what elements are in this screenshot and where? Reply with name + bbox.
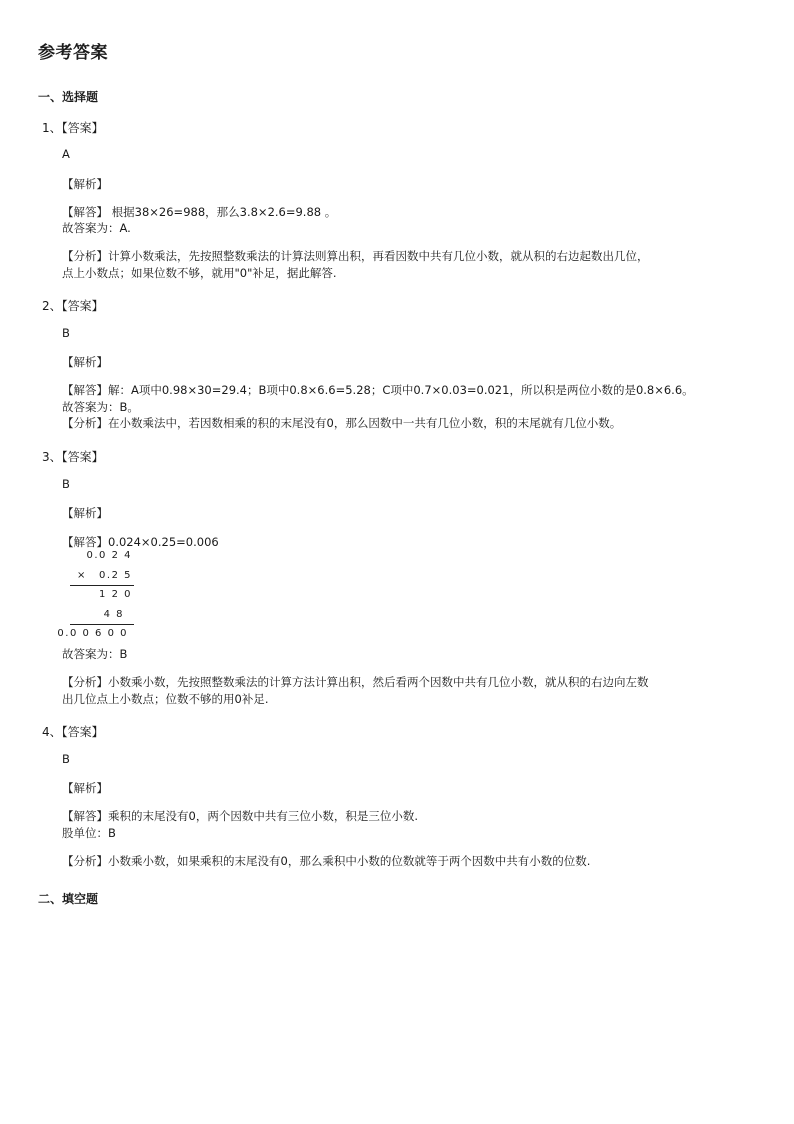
question-1-conclusion: 故答案为：A. (62, 221, 131, 235)
question-2-conclusion: 故答案为：B。 (62, 400, 139, 414)
answer-tag: 【答案】 (61, 299, 104, 313)
question-1-header (42, 119, 104, 136)
question-4-answer: B (62, 752, 70, 766)
question-3-solution: 【解答】0.024×0.25=0.006 (62, 535, 219, 549)
question-3-conclusion: 故答案为：B (62, 647, 128, 661)
question-1-answer: A (62, 147, 70, 161)
calc-times-sign: × (77, 570, 86, 581)
question-number: 1、 (42, 121, 62, 135)
question-2-solution: 【解答】解：A项中0.98×30=29.4；B项中0.8×6.6=5.28；C项中0.7×0.03=0.021，所以积是两位小数的是0.8×6.6。 (62, 383, 694, 397)
vertical-multiplication (57, 548, 140, 644)
question-1-analysis-tag: 【解析】 (62, 177, 108, 191)
question-3-analysis-line-2: 出几位点上小数点；位数不够的用0补足. (62, 692, 269, 706)
question-3-header (42, 448, 104, 465)
section-heading-choice: 一、选择题 (38, 90, 99, 104)
calc-rule-2 (70, 624, 134, 625)
answer-tag: 【答案】 (61, 725, 104, 739)
question-2-answer: B (62, 326, 70, 340)
calc-partial-2: 4 8 (103, 609, 124, 620)
page-title: 参考答案 (38, 43, 108, 63)
question-4-solution: 【解答】乘积的末尾没有0，两个因数中共有三位小数，积是三位小数. (62, 809, 418, 823)
question-3-answer: B (62, 477, 70, 491)
calc-rule-1 (70, 585, 134, 586)
question-4-analysis-line-1: 【分析】小数乘小数，如果乘积的末尾没有0，那么乘积中小数的位数就等于两个因数中共有小数的位数. (62, 854, 591, 868)
question-2-analysis-line-1: 【分析】在小数乘法中，若因数相乘的积的末尾没有0，那么因数中一共有几位小数，积的末尾就有几位小数。 (62, 416, 622, 430)
question-4-header (42, 723, 104, 740)
answer-tag: 【答案】 (61, 121, 104, 135)
question-number: 3、 (42, 450, 62, 464)
question-3-analysis-line-1: 【分析】小数乘小数，先按照整数乘法的计算方法计算出积，然后看两个因数中共有几位小数，就从积的右边向左数 (62, 675, 649, 689)
calc-multiplier: 0.2 5 (99, 570, 132, 581)
question-4-analysis-tag: 【解析】 (62, 781, 108, 795)
answer-tag: 【答案】 (61, 450, 104, 464)
question-number: 2、 (42, 299, 62, 313)
question-2-header (42, 297, 104, 314)
calc-product: 0.0 0 6 0 0 (57, 628, 128, 639)
section-heading-fill-in: 二、填空题 (38, 892, 99, 906)
question-1-solution: 【解答】 根据38×26=988，那么3.8×2.6=9.88 。 (62, 205, 337, 219)
calc-multiplicand: 0.0 2 4 (86, 550, 132, 561)
question-1-analysis-line-1: 【分析】计算小数乘法，先按照整数乘法的计算法则算出积，再看因数中共有几位小数，就从积的右边起数出几位， (62, 249, 649, 263)
calc-partial-1: 1 2 0 (99, 589, 132, 600)
question-2-analysis-tag: 【解析】 (62, 355, 108, 369)
question-3-analysis-tag: 【解析】 (62, 506, 108, 520)
question-number: 4、 (42, 725, 62, 739)
question-4-conclusion: 股单位：B (62, 826, 116, 840)
question-1-analysis-line-2: 点上小数点；如果位数不够，就用"0"补足，据此解答. (62, 266, 337, 280)
